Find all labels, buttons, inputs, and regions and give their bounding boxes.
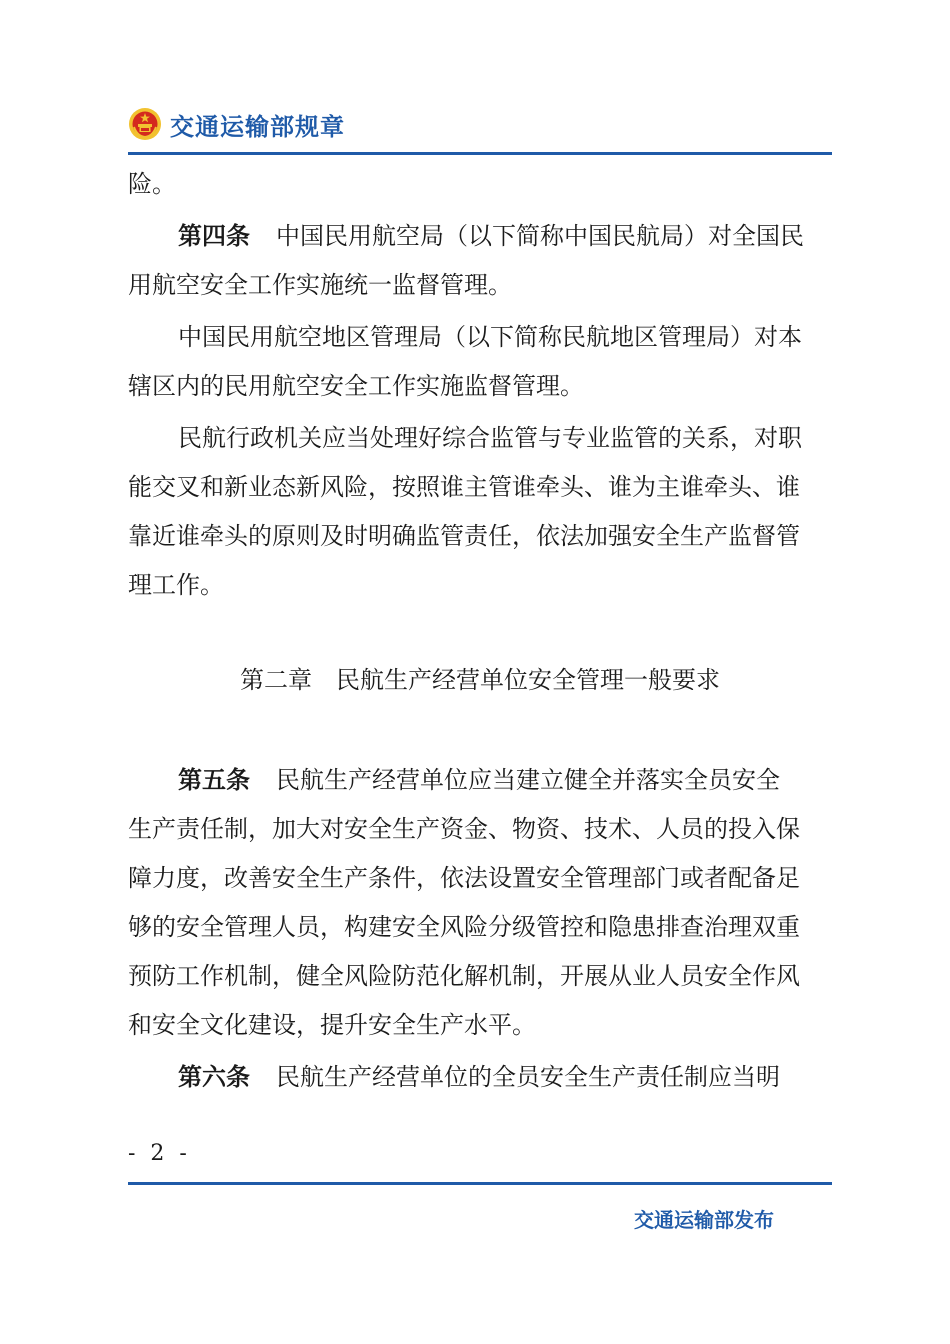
page-number: - 2 - [128, 1141, 191, 1166]
text-line: 险。 [128, 170, 176, 198]
text-line: 辖区内的民用航空安全工作实施监督管理。 [128, 372, 584, 400]
article-4 [128, 212, 832, 261]
text-line: 能交叉和新业态新风险，按照谁主管谁牵头、谁为主谁牵头、谁 [128, 473, 800, 501]
text-line: 中国民用航空地区管理局（以下简称民航地区管理局）对本 [178, 323, 802, 351]
text-line: 障力度，改善安全生产条件，依法设置安全管理部门或者配备足 [128, 864, 800, 892]
chapter-heading: 第二章 民航生产经营单位安全管理一般要求 [240, 666, 720, 694]
footer-publisher: 交通运输部发布 [634, 1208, 774, 1232]
text-line: 民航生产经营单位的全员安全生产责任制应当明 [276, 1063, 780, 1091]
footer-divider [128, 1182, 832, 1185]
document-body-2 [128, 756, 832, 1102]
text-line: 和安全文化建设，提升安全生产水平。 [128, 1011, 536, 1039]
article-6 [128, 1053, 832, 1102]
text-line: 理工作。 [128, 571, 224, 599]
text-line: 民航生产经营单位应当建立健全并落实全员安全 [276, 766, 780, 794]
text-line: 民航行政机关应当处理好综合监管与专业监管的关系，对职 [178, 424, 802, 452]
document-body [128, 160, 832, 610]
page-header [128, 104, 345, 144]
header-divider [128, 152, 832, 155]
article-label: 第五条 [178, 766, 250, 794]
article-label: 第六条 [178, 1063, 250, 1091]
text-line: 用航空安全工作实施统一监督管理。 [128, 271, 512, 299]
national-emblem-icon [128, 107, 162, 141]
text-line: 靠近谁牵头的原则及时明确监管责任，依法加强安全生产监督管 [128, 522, 800, 550]
text-line: 够的安全管理人员，构建安全风险分级管控和隐患排查治理双重 [128, 913, 800, 941]
text-line: 预防工作机制，健全风险防范化解机制，开展从业人员安全作风 [128, 962, 800, 990]
article-label: 第四条 [178, 222, 250, 250]
article-5 [128, 756, 832, 805]
header-title: 交通运输部规章 [170, 112, 345, 141]
text-line: 生产责任制，加大对安全生产资金、物资、技术、人员的投入保 [128, 815, 800, 843]
text-line: 中国民用航空局（以下简称中国民航局）对全国民 [276, 222, 804, 250]
